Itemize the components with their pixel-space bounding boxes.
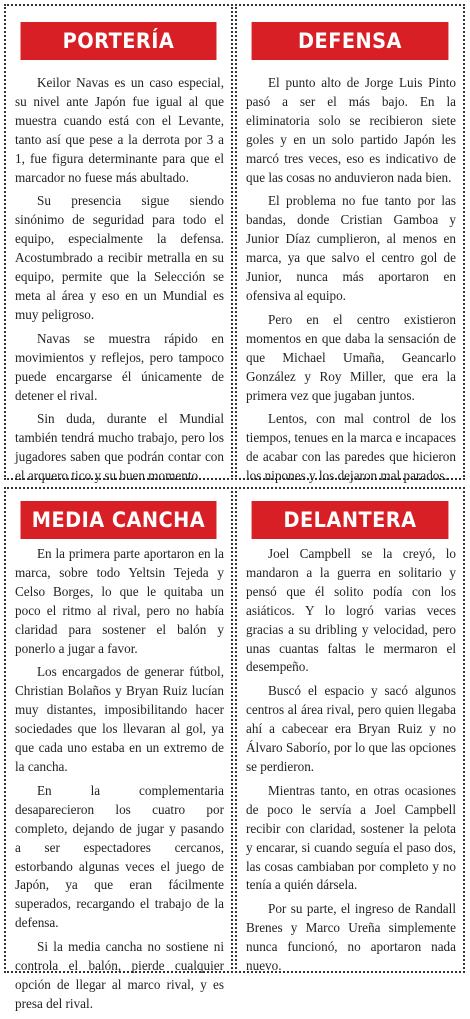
section-defensa <box>235 4 465 484</box>
paragraph: Buscó el espacio y sacó algunos centros al área rival, pero quien llegaba ahí a cabecear era Bryan Ruiz y no Álvaro Saborío, por lo que las opciones se perdieron. <box>246 683 456 774</box>
section-body <box>246 545 456 981</box>
paragraph: En la complementaria desaparecieron los cuatro por completo, dejando de jugar y pasando a ser espectadores cercanos, estorbando algunas veces el juego de Japón, ya que eran fácilmente superados, recargando el trabajo de la defensa. <box>15 782 224 931</box>
paragraph: Sin duda, durante el Mundial también tendrá mucho trabajo, pero los jugadores saben que podrán contar con el arquero tico y su buen momento. <box>15 411 224 484</box>
paragraph: Pero en el centro existieron momentos en que daba la sensación de que Michael Umaña, Geancarlo González y Roy Miller, que era la primera vez que jugaban juntos. <box>246 311 456 403</box>
section-title: MEDIA CANCHA <box>21 501 217 539</box>
paragraph: El punto alto de Jorge Luis Pinto pasó a ser el más bajo. En la eliminatoria solo se recibieron siete goles y en un solo partido Japón les marcó tres veces, eso es indicativo de que las cosas no anduvieron nada bien. <box>246 75 456 185</box>
section-porteria <box>4 4 233 484</box>
section-body <box>15 545 224 1019</box>
paragraph: Keilor Navas es un caso especial, su nivel ante Japón fue igual al que muestra cuando está con el Levante, tanto así que pese a la derrota por 3 a 1, fue figura determinante para que el marcador no fuese más abultado. <box>15 75 224 185</box>
paragraph: Si la media cancha no sostiene ni controla el balón, pierde cualquier opción de llegar al marco rival, y es presa del rival. <box>15 939 224 1011</box>
paragraph: En la primera parte aportaron en la marca, sobre todo Yeltsin Tejeda y Celso Borges, lo que le quitaba un poco el ritmo al rival, pero no había claridad para sostener el balón y ponerlo a jugar a favor. <box>15 546 224 656</box>
section-title: DELANTERA <box>252 501 449 539</box>
section-media-cancha <box>4 487 233 1011</box>
section-body <box>246 74 456 491</box>
section-title: PORTERÍA <box>21 22 217 60</box>
paragraph: Joel Campbell se la creyó, lo mandaron a la guerra en solitario y pensó que él solito podía con los asiáticos. Y lo logró varias veces gracias a su dribling y velocidad, pero unas cuantas faltas le mermaron el desempeño. <box>246 546 456 675</box>
paragraph: Mientras tanto, en otras ocasiones de poco le servía a Joel Campbell recibir con claridad, sostener la pelota y encarar, si cuando seguía el paso dos, las cosas cambiaban por completo y no tenía a quién dársela. <box>246 782 456 893</box>
section-delantera <box>235 487 465 973</box>
paragraph: Por su parte, el ingreso de Randall Brenes y Marco Ureña simplemente nunca funcionó, no aportaron nada nuevo. <box>246 901 456 974</box>
paragraph: Navas se muestra rápido en movimientos y reflejos, pero tampoco puede encargarse él únicamente de detener el rival. <box>15 330 224 403</box>
paragraph: Lentos, con mal control de los tiempos, tenues en la marca e incapaces de acabar con las paredes que hicieron los nipones y los dejaron mal parados. <box>246 411 456 484</box>
section-body <box>15 74 224 491</box>
paragraph: El problema no fue tanto por las bandas, donde Cristian Gamboa y Junior Díaz cumplieron, al menos en marca, ya que salvo el centro gol de Junior, nunca más aportaron en ofensiva al equipo. <box>246 193 456 303</box>
paragraph: Los encargados de generar fútbol, Christian Bolaños y Bryan Ruiz lucían muy distantes, imposibilitando hacer sociedades que los llevaran al gol, ya que cada uno estaba en un extremo de la cancha. <box>15 664 224 774</box>
section-title: DEFENSA <box>252 22 449 60</box>
paragraph: Su presencia sigue siendo sinónimo de seguridad para todo el equipo, especialmente la defensa. Acostumbrado a recibir metralla en su equipo, permite que la Selección se meta al área y eso en un Mundial es muy peligroso. <box>15 193 224 322</box>
